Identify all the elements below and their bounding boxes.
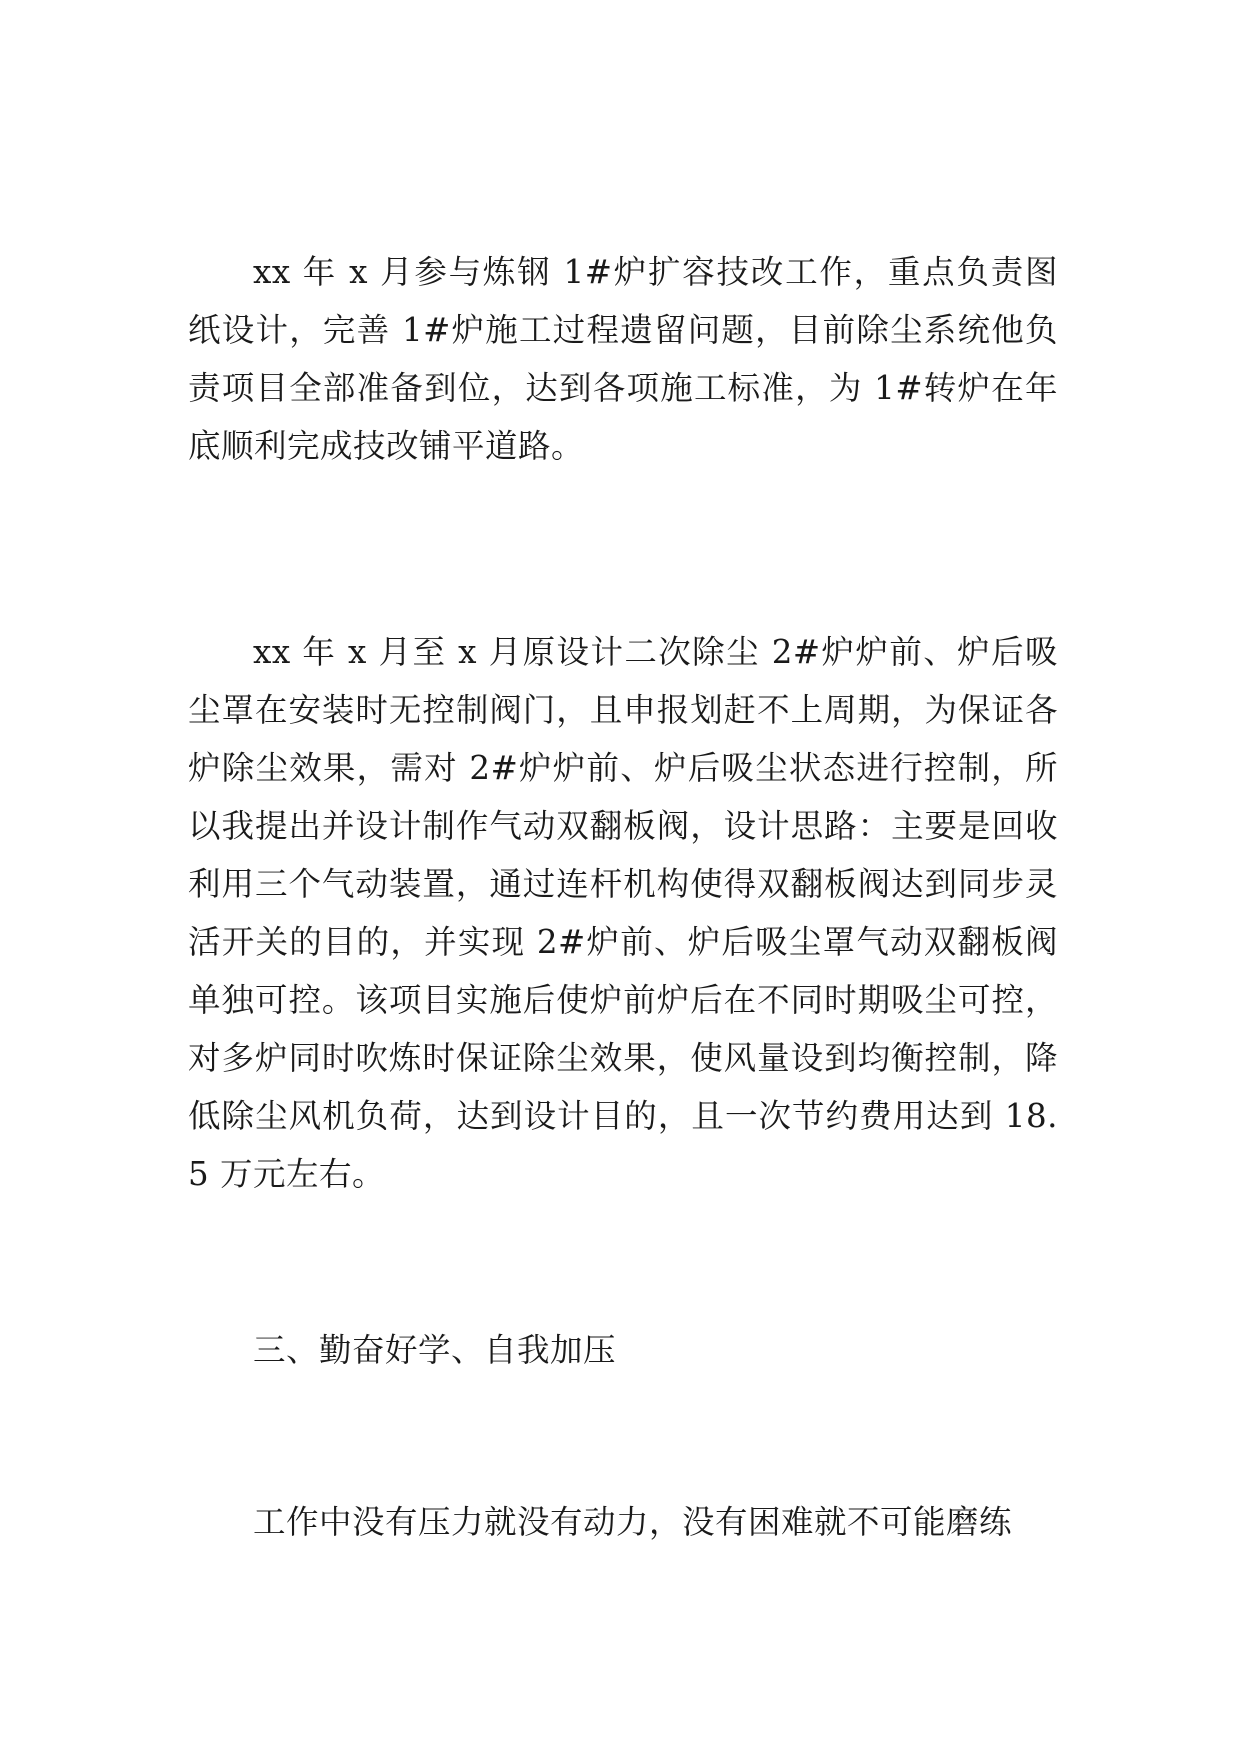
paragraph-dust-removal-valve: xx 年 x 月至 x 月原设计二次除尘 2#炉炉前、炉后吸尘罩在安装时无控制阀门，且申报划赶不上周期，为保证各炉除尘效果，需对 2#炉炉前、炉后吸尘状态进行控制，所以我提出并设计制作气动双翻板阀，设计思路：主要是回收利用三个气动装置，通过连杆机构使得双翻板阀达到同步灵活开关的目的，并实现 2#炉前、炉后吸尘罩气动双翻板阀单独可控。该项目实施后使炉前炉后在不同时期吸尘可控，对多炉同时吹炼时保证除尘效果，使风量设到均衡控制，降低除尘风机负荷，达到设计目的，且一次节约费用达到 18.5 万元左右。 — [188, 633, 1058, 1193]
paragraph-furnace-1-upgrade: xx 年 x 月参与炼钢 1#炉扩容技改工作，重点负责图纸设计，完善 1#炉施工过程遗留问题，目前除尘系统他负责项目全部准备到位，达到各项施工标准，为 1#转炉在年底顺利完成技改铺平道路。 — [188, 253, 1058, 465]
paragraph-work-pressure: 工作中没有压力就没有动力，没有困难就不可能磨练 — [253, 1503, 1013, 1541]
section-heading-study-hard: 三、勤奋好学、自我加压 — [253, 1331, 617, 1369]
